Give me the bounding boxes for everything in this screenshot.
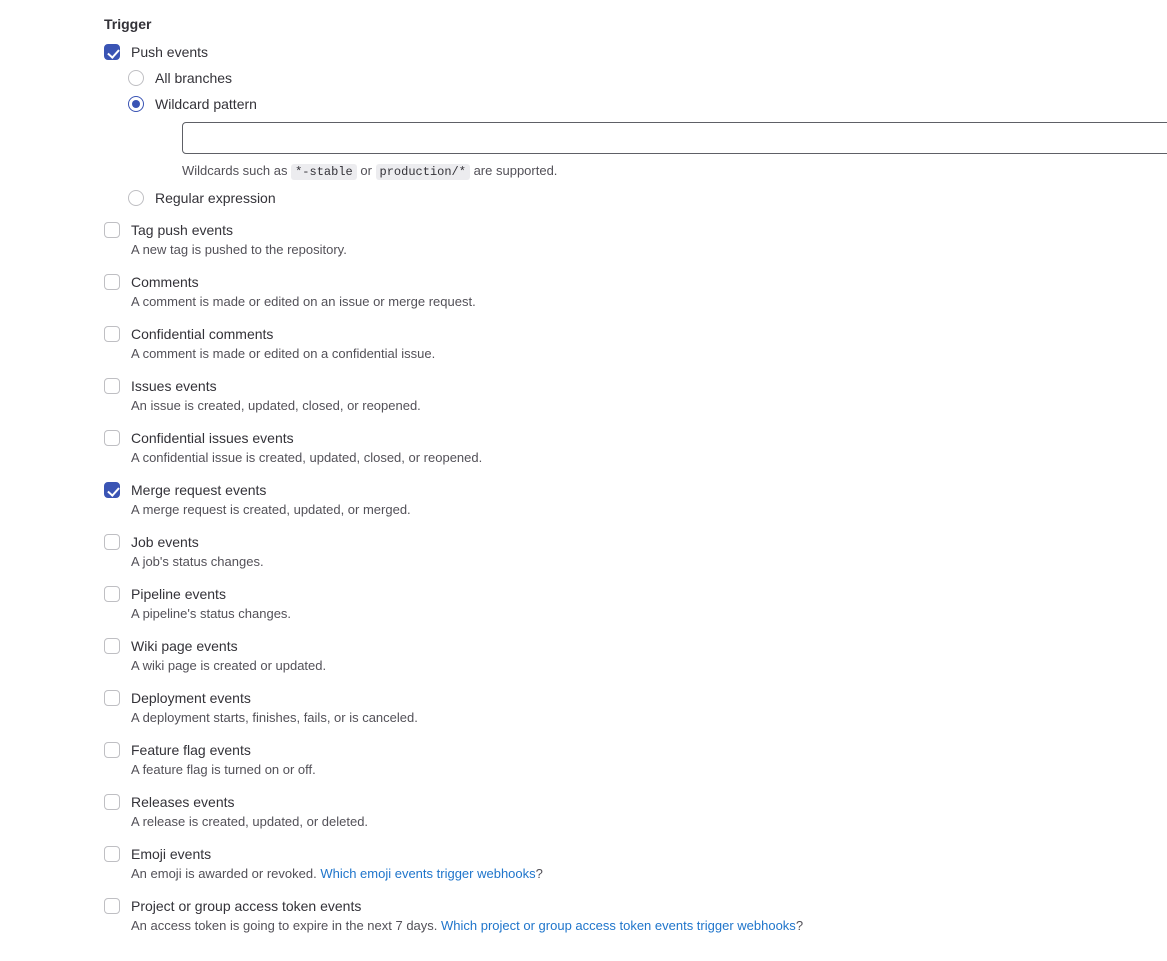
- event-checkbox[interactable]: [104, 378, 120, 394]
- event-checkbox[interactable]: [104, 586, 120, 602]
- event-help-main: A deployment starts, finishes, fails, or is canceled.: [131, 710, 418, 725]
- wildcard-help-middle: or: [360, 163, 372, 178]
- event-help-main: A comment is made or edited on an issue or merge request.: [131, 294, 476, 309]
- event-label: Feature flag events: [131, 742, 251, 758]
- wildcard-pattern-help: [182, 161, 1167, 182]
- checkbox-row-event[interactable]: [104, 636, 1167, 676]
- event-help-text: [131, 604, 1167, 624]
- event-label: Wiki page events: [131, 638, 238, 654]
- event-help-main: A confidential issue is created, updated, closed, or reopened.: [131, 450, 483, 465]
- event-label: Emoji events: [131, 846, 212, 862]
- event-help-text: [131, 552, 1167, 572]
- event-checkbox-list: [104, 220, 1167, 936]
- event-label: Confidential comments: [131, 326, 274, 342]
- wildcard-pattern-field-block: [155, 122, 1167, 182]
- wildcard-pattern-label: Wildcard pattern: [155, 96, 257, 112]
- event-help-text: [131, 448, 1167, 468]
- event-help-text: [131, 240, 1167, 260]
- wildcard-pattern-radio[interactable]: [128, 96, 144, 112]
- event-checkbox[interactable]: [104, 534, 120, 550]
- event-help-link[interactable]: Which project or group access token events trigger webhooks: [441, 918, 796, 933]
- checkbox-row-event[interactable]: [104, 272, 1167, 312]
- push-events-branch-filter-group: [104, 68, 1167, 208]
- checkbox-row-event[interactable]: [104, 896, 1167, 936]
- event-help-text: [131, 656, 1167, 676]
- regular-expression-radio[interactable]: [128, 190, 144, 206]
- event-label: Releases events: [131, 794, 235, 810]
- event-help-text: [131, 344, 1167, 364]
- event-help-suffix: ?: [535, 866, 543, 881]
- wildcard-help-code-1: *-stable: [291, 164, 357, 180]
- event-label: Tag push events: [131, 222, 233, 238]
- checkbox-row-event[interactable]: [104, 376, 1167, 416]
- event-checkbox[interactable]: [104, 222, 120, 238]
- event-help-main: A job's status changes.: [131, 554, 264, 569]
- wildcard-help-suffix: are supported.: [473, 163, 558, 178]
- checkbox-row-event[interactable]: [104, 220, 1167, 260]
- event-help-text: [131, 916, 1167, 936]
- regular-expression-label: Regular expression: [155, 190, 276, 206]
- event-label: Issues events: [131, 378, 217, 394]
- event-checkbox[interactable]: [104, 274, 120, 290]
- event-help-main: A wiki page is created or updated.: [131, 658, 327, 673]
- checkbox-row-event[interactable]: [104, 844, 1167, 884]
- event-help-main: A comment is made or edited on a confidential issue.: [131, 346, 436, 361]
- event-checkbox[interactable]: [104, 794, 120, 810]
- event-label: Deployment events: [131, 690, 251, 706]
- checkbox-row-event[interactable]: [104, 740, 1167, 780]
- event-label: Project or group access token events: [131, 898, 362, 914]
- event-label: Job events: [131, 534, 199, 550]
- event-help-link[interactable]: Which emoji events trigger webhooks: [320, 866, 536, 881]
- event-help-text: [131, 812, 1167, 832]
- checkbox-row-event[interactable]: [104, 324, 1167, 364]
- section-title: Trigger: [104, 16, 152, 32]
- checkbox-row-event[interactable]: [104, 480, 1167, 520]
- event-help-suffix: ?: [795, 918, 804, 933]
- wildcard-help-code-2: production/*: [376, 164, 470, 180]
- event-checkbox[interactable]: [104, 482, 120, 498]
- event-help-main: A feature flag is turned on or off.: [131, 762, 316, 777]
- event-checkbox[interactable]: [104, 846, 120, 862]
- event-checkbox[interactable]: [104, 326, 120, 342]
- event-help-main: A pipeline's status changes.: [131, 606, 292, 621]
- checkbox-row-event[interactable]: [104, 532, 1167, 572]
- checkbox-row-push-events[interactable]: [104, 42, 1167, 62]
- event-help-text: [131, 864, 1167, 884]
- event-label: Comments: [131, 274, 199, 290]
- event-help-text: [131, 500, 1167, 520]
- checkbox-row-event[interactable]: [104, 792, 1167, 832]
- event-help-main: A new tag is pushed to the repository.: [131, 242, 347, 257]
- event-checkbox[interactable]: [104, 742, 120, 758]
- wildcard-help-prefix: Wildcards such as: [182, 163, 288, 178]
- event-help-text: [131, 708, 1167, 728]
- event-help-text: [131, 396, 1167, 416]
- event-checkbox[interactable]: [104, 690, 120, 706]
- checkbox-row-event[interactable]: [104, 688, 1167, 728]
- event-help-main: A release is created, updated, or deleted.: [131, 814, 369, 829]
- wildcard-pattern-input[interactable]: [182, 122, 1167, 154]
- trigger-form: [104, 14, 1167, 936]
- checkbox-row-event[interactable]: [104, 428, 1167, 468]
- all-branches-radio[interactable]: [128, 70, 144, 86]
- event-checkbox[interactable]: [104, 638, 120, 654]
- event-label: Confidential issues events: [131, 430, 294, 446]
- all-branches-label: All branches: [155, 70, 233, 86]
- event-help-main: An access token is going to expire in the next 7 days.: [131, 918, 442, 933]
- event-help-main: An emoji is awarded or revoked.: [131, 866, 321, 881]
- event-help-text: [131, 292, 1167, 312]
- checkbox-row-event[interactable]: [104, 584, 1167, 624]
- event-help-text: [131, 760, 1167, 780]
- event-help-main: A merge request is created, updated, or merged.: [131, 502, 411, 517]
- event-help-main: An issue is created, updated, closed, or reopened.: [131, 398, 421, 413]
- radio-row-wildcard-pattern[interactable]: [128, 94, 1167, 182]
- event-checkbox[interactable]: [104, 430, 120, 446]
- event-label: Merge request events: [131, 482, 267, 498]
- push-events-checkbox[interactable]: [104, 44, 120, 60]
- event-checkbox[interactable]: [104, 898, 120, 914]
- radio-row-regular-expression[interactable]: [128, 188, 1167, 208]
- push-events-label: Push events: [131, 44, 209, 60]
- event-label: Pipeline events: [131, 586, 226, 602]
- radio-row-all-branches[interactable]: [128, 68, 1167, 88]
